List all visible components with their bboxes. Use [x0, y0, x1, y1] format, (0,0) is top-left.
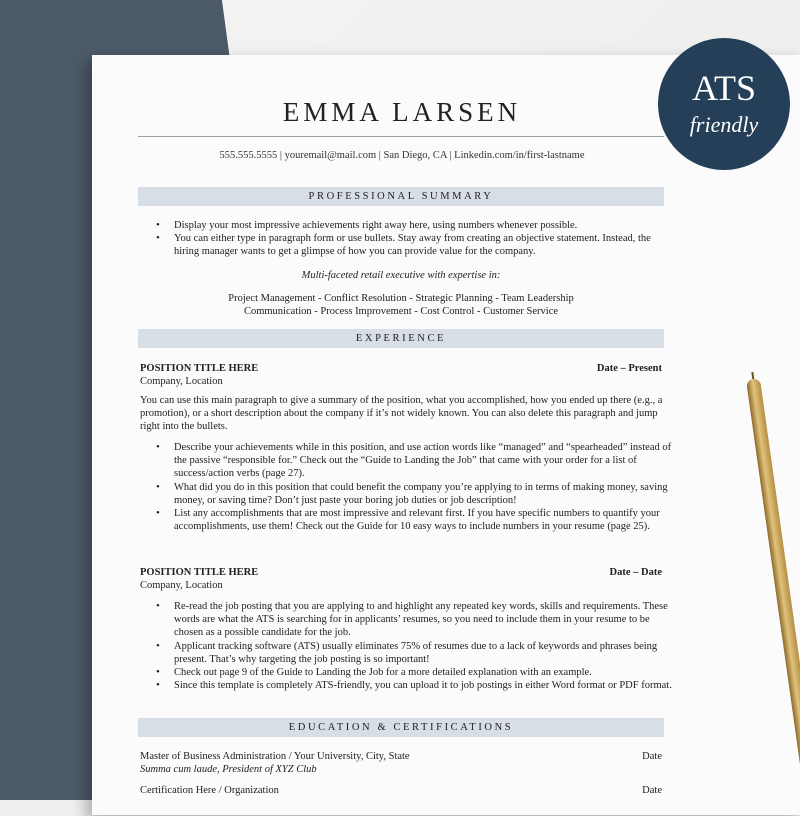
list-item: • Check out page 9 of the Guide to Landing the Job for a more detailed explanation with an example.	[138, 666, 678, 679]
ats-friendly-badge	[658, 38, 790, 170]
list-item: • List any accomplishments that are most impressive and relevant first. If you have specific numbers to quantify your accomplishments, use them! Check out the Guide for 10 easy ways to include numbers in your resume (page 25).	[138, 507, 678, 533]
job-1-paragraph: You can use this main paragraph to give a summary of the position, what you accomplished, how you ended up there (e.g., a promotion), or a short description about the company if it’s not widely known. You can also delete this paragraph and jump right into the bullets.	[140, 395, 663, 433]
job-1-title: POSITION TITLE HERE	[140, 363, 259, 374]
education-date-1: Date	[642, 751, 662, 762]
skills-line-1: Project Management - Conflict Resolution - Strategic Planning - Team Leadership	[228, 293, 574, 304]
job-2-title: POSITION TITLE HERE	[140, 567, 259, 578]
section-heading-experience: EXPERIENCE	[138, 329, 664, 348]
list-item: • Describe your achievements while in this position, and use action words like “managed” and “spearheaded” instead of the passive “responsible for.” Check out the “Guide to Landing the Job” that came with your order for a list of success/action verbs (page 27).	[138, 441, 678, 481]
section-heading-summary: PROFESSIONAL SUMMARY	[138, 187, 664, 206]
education-entry-2: Certification Here / Organization	[140, 785, 279, 796]
badge-title: ATS	[691, 68, 757, 108]
list-item: • You can either type in paragraph form or use bullets. Stay away from creating an objective statement. Instead, the hiring manager wants to get a glimpse of how you can provide value for the company.	[138, 232, 678, 258]
list-item: • Re-read the job posting that you are applying to and highlight any repeated key words, skills and requirements. These words are what the ATS is searching for in applicants’ resumes, so you need to include them in your resume to be chosen as a possible candidate for the job.	[138, 600, 678, 640]
resume-page	[92, 55, 800, 815]
job-2-date: Date – Date	[609, 567, 662, 578]
list-item: • Since this template is completely ATS-friendly, you can upload it to job postings in either Word format or PDF format.	[138, 679, 678, 692]
badge-subtitle: friendly	[689, 112, 759, 137]
list-item: • Applicant tracking software (ATS) usually eliminates 75% of resumes due to a lack of keywords and phrases being present. That’s why targeting the job posting is so important!	[138, 640, 678, 666]
education-honors: Summa cum laude, President of XYZ Club	[140, 764, 317, 775]
summary-tagline: Multi-faceted retail executive with expertise in:	[301, 270, 501, 281]
education-date-2: Date	[642, 785, 662, 796]
list-item: • What did you do in this position that could benefit the company you’re applying to in terms of making money, saving money, or saving time? Don’t just paste your boring job duties or job description!	[138, 481, 678, 507]
contact-line: 555.555.5555 | youremail@mail.com | San Diego, CA | Linkedin.com/in/first-lastname	[219, 150, 585, 161]
job-1-company: Company, Location	[140, 376, 223, 387]
job-2-bullets	[138, 600, 678, 692]
section-heading-education: EDUCATION & CERTIFICATIONS	[138, 718, 664, 737]
skills-line-2: Communication - Process Improvement - Cost Control - Customer Service	[243, 306, 559, 317]
summary-bullets	[138, 219, 678, 259]
education-entry-1: Master of Business Administration / Your University, City, State	[140, 751, 410, 762]
job-2-company: Company, Location	[140, 580, 223, 591]
name-divider	[138, 136, 664, 137]
resume-name: EMMA LARSEN	[282, 97, 522, 127]
list-item: • Display your most impressive achievements right away here, using numbers whenever possible.	[138, 219, 678, 232]
job-1-date: Date – Present	[596, 363, 662, 374]
job-1-bullets	[138, 441, 678, 533]
